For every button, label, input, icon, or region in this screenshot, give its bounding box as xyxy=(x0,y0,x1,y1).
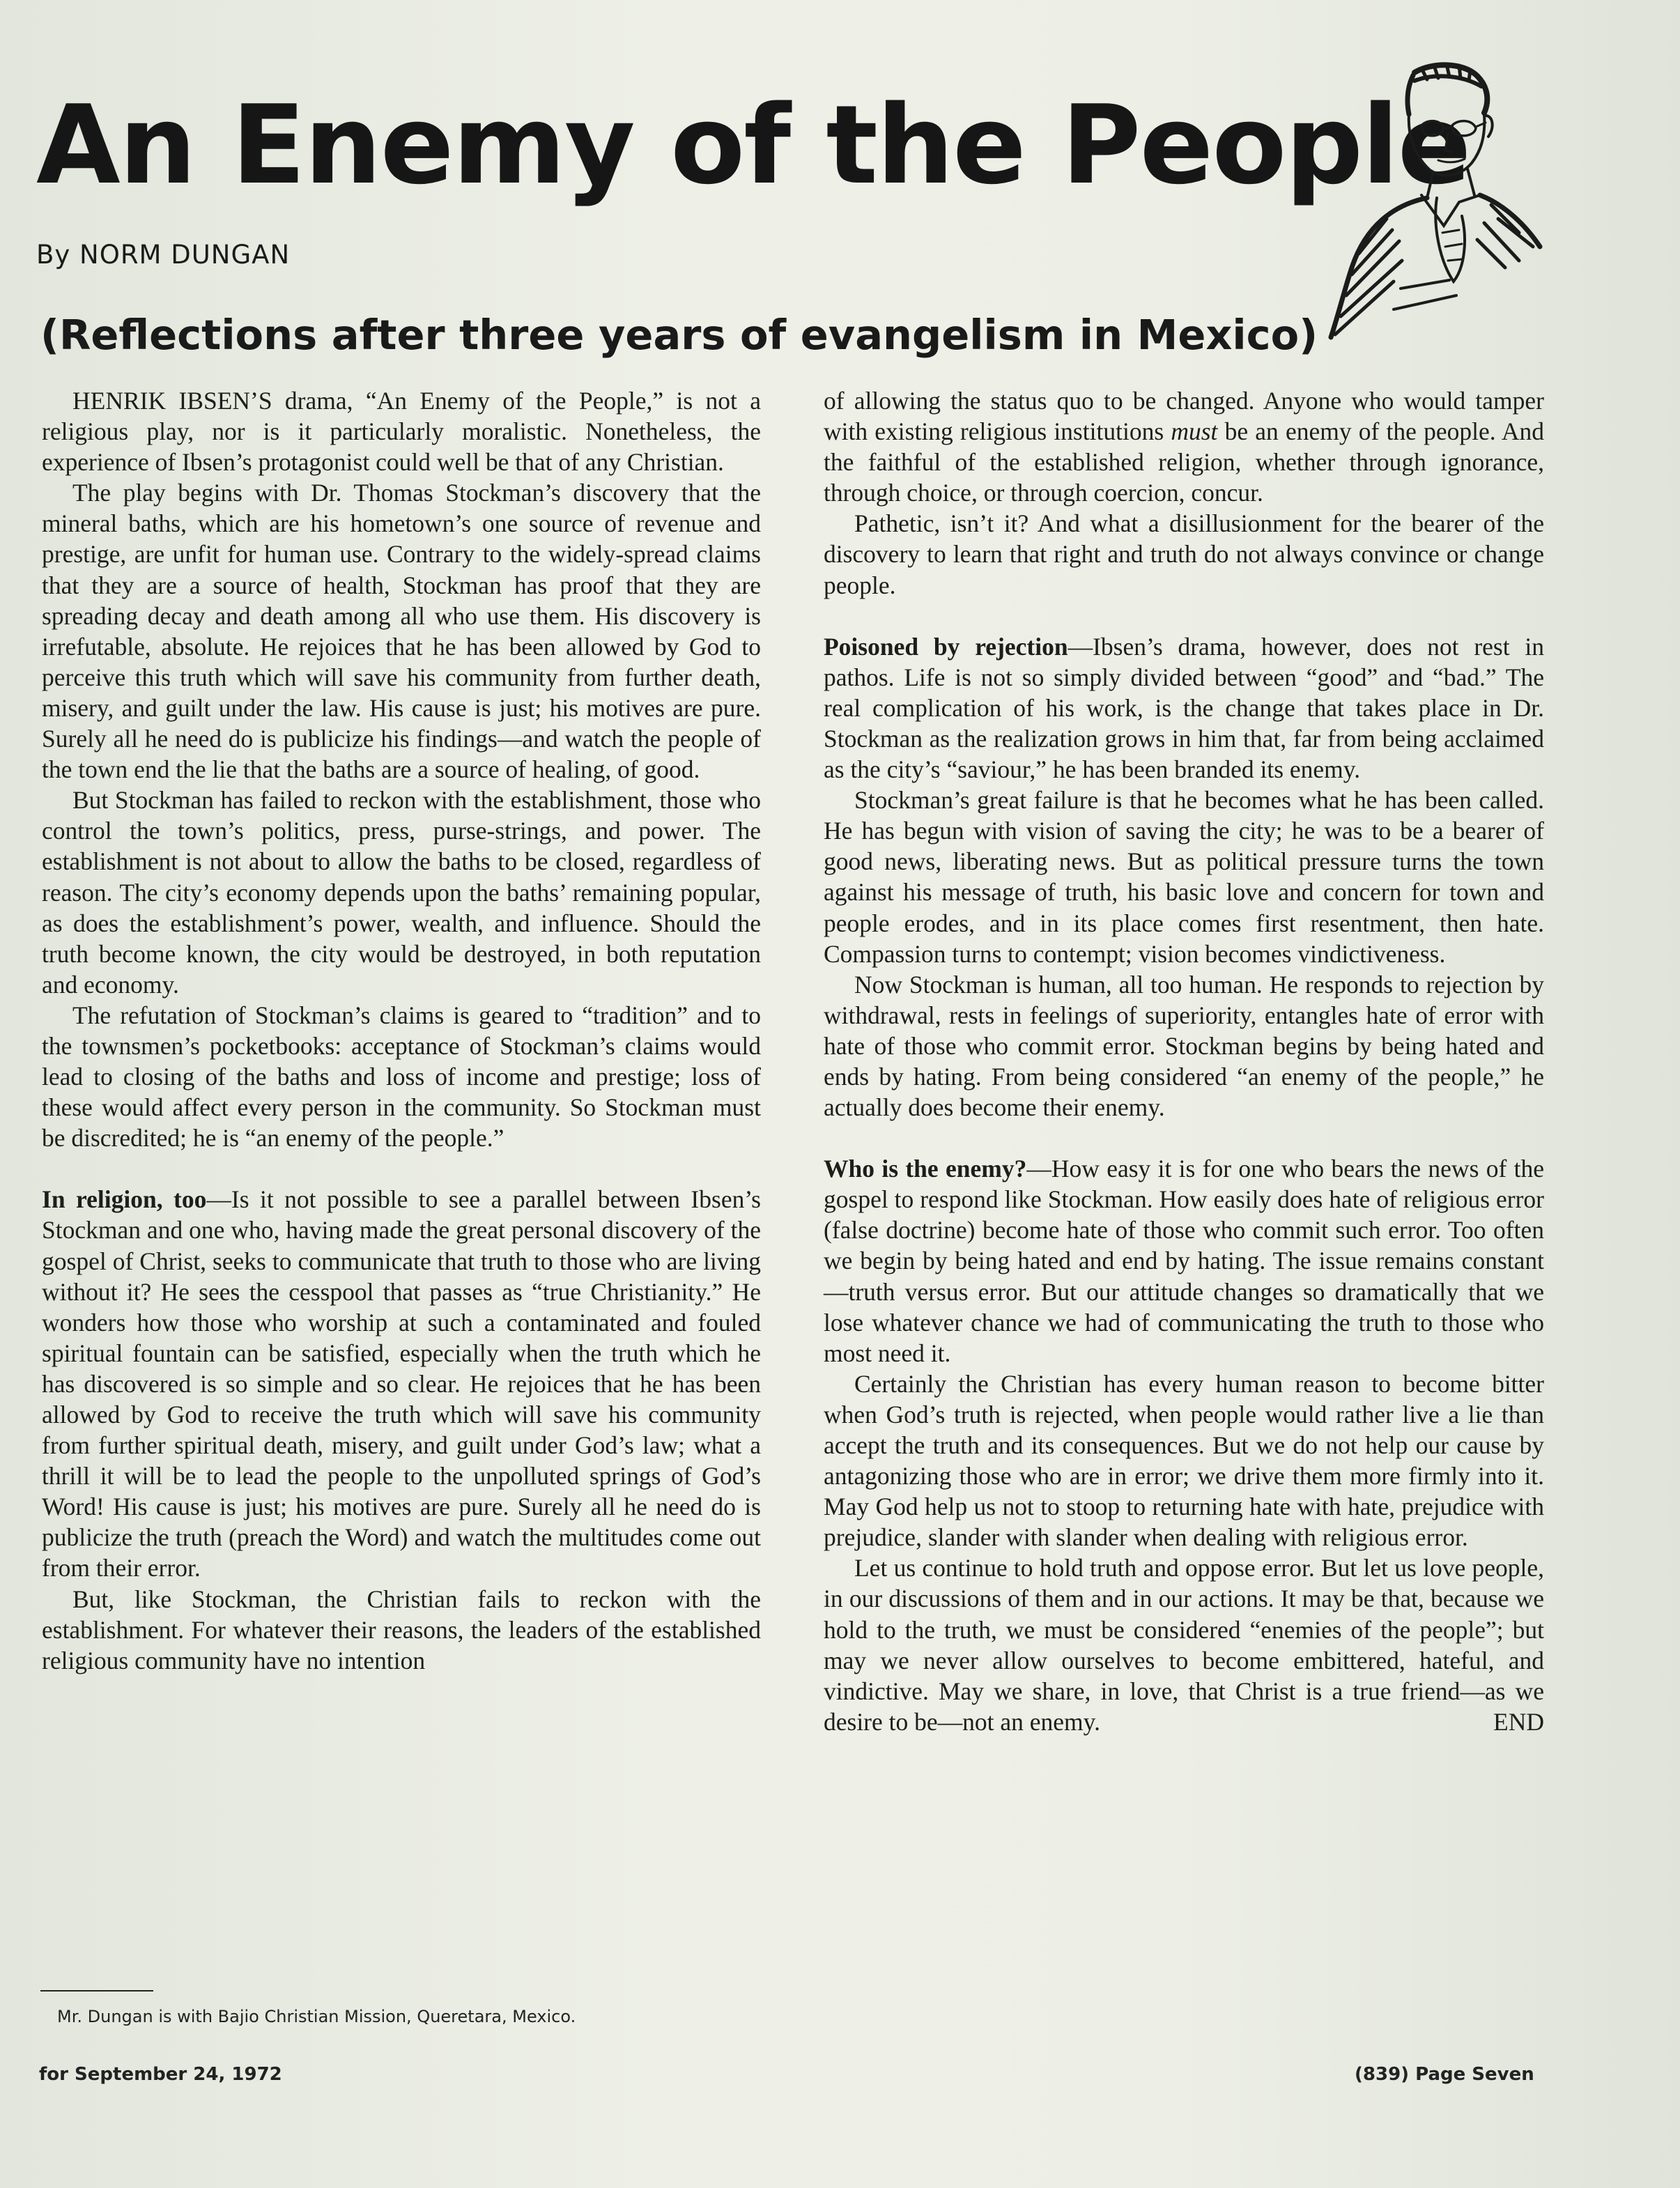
article-column-left xyxy=(42,385,761,1676)
paragraph-text: of allowing the status quo to be changed. Anyone who would tamper with existing religious institutions xyxy=(824,387,1544,446)
section-heading: Who is the enemy? xyxy=(824,1155,1027,1183)
emphasis-text: must xyxy=(1171,417,1218,446)
paragraph-text: Let us continue to hold truth and oppose error. But let us love people, in our discussions of them and in our actions. It may be that, because we hold to the truth, we must be considered “enemies of the people”; but may we never allow ourselves to become embittered, hateful, and vindictive. May we share, in love, that Christ is a true friend—as we desire to be—not an enemy. xyxy=(824,1554,1544,1736)
paragraph: But, like Stockman, the Christian fails to reckon with the establishment. For whatever their reasons, the leaders of the established religious community have no intention xyxy=(42,1585,761,1674)
paragraph: Stockman’s great failure is that he becomes what he has been called. He has begun with vision of saving the city; he was to be a bearer of good news, liberating news. But as political pressure turns the town against his message of truth, his basic love and concern for town and people erodes, and in its place comes first resentment, then hate. Compassion turns to contempt; vision becomes vindictiveness. xyxy=(824,786,1544,968)
footnote-rule xyxy=(40,1990,153,1991)
paragraph xyxy=(824,385,1544,508)
end-mark: END xyxy=(1493,1707,1544,1736)
paragraph: Certainly the Christian has every human reason to become bitter when God’s truth is rejected, when people would rather live a lie than accept the truth and its consequences. But we do not help our cause by antagonizing those who are in error; we drive them more firmly into it. May God help us not to stoop to returning hate with hate, prejudice with prejudice, slander with slander when dealing with religious error. xyxy=(824,1369,1544,1552)
portrait-sketch-icon xyxy=(1310,59,1554,351)
byline: By NORM DUNGAN xyxy=(36,240,291,270)
section-text: —Ibsen’s drama, however, does not rest in pathos. Life is not so simply divided between “good” and “bad.” The real complication of his work, is the change that takes place in Dr. Stockman as the realization grows in him that, far from being acclaimed as the city’s “saviour,” he has been branded its enemy. xyxy=(824,632,1544,784)
paragraph: Now Stockman is human, all too human. He responds to rejection by withdrawal, rests in feelings of superiority, entangles hate of error with hate of those who commit error. Stockman begins by being hated and ends by hating. From being considered “an enemy of the people,” he actually does become their enemy. xyxy=(824,970,1544,1122)
section-text: —How easy it is for one who bears the news of the gospel to respond like Stockman. How easily does hate of religious error (false doctrine) become hate of those who commit such error. Too often we begin by being hated and end by hating. The issue remains constant—truth versus error. But our attitude changes so dramatically that we lose whatever chance we had of communicating the truth to those who most need it. xyxy=(824,1155,1545,1367)
section-text: —Is it not possible to see a parallel between Ibsen’s Stockman and one who, having made the great personal discovery of the gospel of Christ, seeks to communicate that truth to those who are living without it? He sees the cesspool that passes as “true Christianity.” He wonders how those who worship at such a contaminated and fouled spiritual fountain can be satisfied, especially when the truth which he has discovered is so simple and so clear. He rejoices that he has been allowed by God to receive the truth which will save his community from further spiritual death, misery, and guilt under God’s law; what a thrill it will be to lead the people to the unpolluted springs of God’s Word! His cause is just; his motives are pure. Surely all he need do is publicize the truth (preach the Word) and watch the multitudes come out from their error. xyxy=(42,1185,761,1582)
section-heading: In religion, too xyxy=(42,1185,207,1214)
paragraph-text: be an enemy of the people. And the faithful of the established religion, whether through ignorance, through choice, or through coercion, concur. xyxy=(824,417,1544,507)
paragraph: The refutation of Stockman’s claims is geared to “tradition” and to the townsmen’s pocketbooks: acceptance of Stockman’s claims would lead to closing of the baths and loss of income and prestige; loss of these would affect every person in the community. So Stockman must be discredited; he is “an enemy of the people.” xyxy=(42,1001,761,1153)
paragraph: But Stockman has failed to reckon with the establishment, those who control the town’s politics, press, purse-strings, and power. The establishment is not about to allow the baths to be closed, regardless of reason. The city’s economy depends upon the baths’ remaining popular, as does the establishment’s power, wealth, and influence. Should the truth become known, the city would be destroyed, in both reputation and economy. xyxy=(42,786,761,999)
paragraph xyxy=(824,1553,1544,1737)
article-column-right xyxy=(824,385,1544,1737)
section-paragraph xyxy=(824,631,1544,785)
section-paragraph xyxy=(824,1153,1544,1369)
article-subtitle: (Reflections after three years of evangelism in Mexico) xyxy=(40,311,1318,359)
article-title: An Enemy of the People xyxy=(36,82,1470,208)
footnote: Mr. Dungan is with Bajio Christian Mission, Queretara, Mexico. xyxy=(57,2007,576,2026)
paragraph: HENRIK IBSEN’S drama, “An Enemy of the People,” is not a religious play, nor is it particularly moralistic. Nonetheless, the experience of Ibsen’s protagonist could well be that of any Christian. xyxy=(42,387,761,477)
footer-page-number: (839) Page Seven xyxy=(1355,2064,1534,2085)
section-paragraph xyxy=(42,1184,761,1583)
paragraph: The play begins with Dr. Thomas Stockman’s discovery that the mineral baths, which are his hometown’s one source of revenue and prestige, are unfit for human use. Contrary to the widely-spread claims that they are a source of health, Stockman has proof that they are spreading decay and death among all who use them. His discovery is irrefutable, absolute. He rejoices that he has been allowed by God to perceive this truth which will save his community from further death, misery, and guilt under the law. His cause is just; his motives are pure. Surely all he need do is publicize his findings—and watch the people of the town end the lie that the baths are a source of healing, of good. xyxy=(42,479,761,784)
footer-date: for September 24, 1972 xyxy=(39,2064,282,2085)
paragraph: Pathetic, isn’t it? And what a disillusionment for the bearer of the discovery to learn that right and truth do not always convince or change people. xyxy=(824,509,1544,599)
section-heading: Poisoned by rejection xyxy=(824,632,1068,661)
